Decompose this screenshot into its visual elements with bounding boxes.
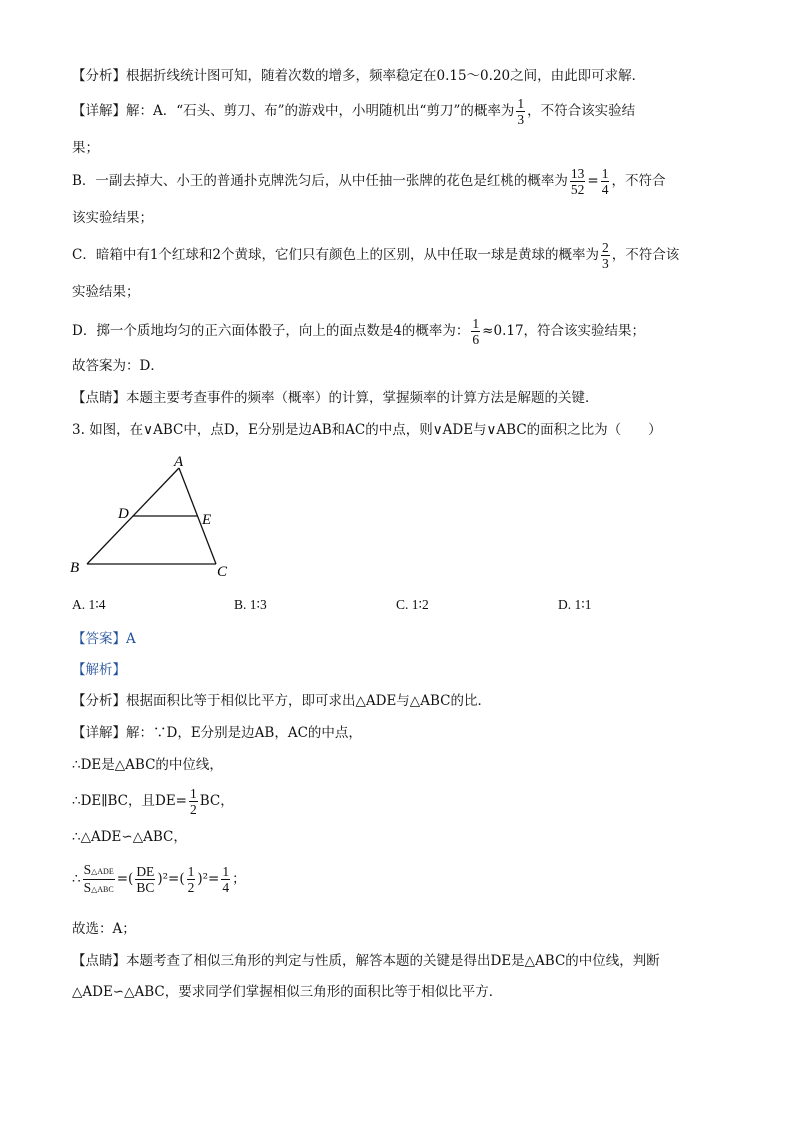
- solution-fenxi: 【分析】根据面积比等于相似比平方，即可求出△ADE与△ABC的比．: [72, 693, 491, 709]
- option-a[interactable]: A. 1∶4: [72, 597, 106, 612]
- detail-c-post: ，不符合该: [611, 247, 680, 263]
- label-e: E: [202, 512, 212, 528]
- jiexi-label: 【解析】: [72, 662, 126, 678]
- fraction-one-fourth: $\frac{1}{4}$: [601, 166, 609, 197]
- fraction-one-half: $\frac{1}{2}$: [190, 786, 197, 817]
- fraction-one-third: $\frac{1}{3}$: [517, 96, 525, 127]
- solution-dianjing-2: △ADE∽△ABC，要求同学们掌握相似三角形的面积比等于相似比平方．: [72, 984, 503, 1000]
- equals-sign: =: [587, 173, 599, 189]
- step4-p3: )²=: [197, 871, 220, 887]
- question-text: 如图，在∨ABC中，点D，E分别是边AB和AC的中点，则∨ADE与∨ABC的面积之比为（ ）: [89, 422, 662, 438]
- detail-d: [72, 316, 645, 347]
- detail-a-text: 【详解】解：A．“石头、剪刀、布”的游戏中，小明随机出“剪刀”的概率为: [72, 103, 515, 119]
- detail-b-cont: 该实验结果；: [72, 210, 153, 226]
- option-d[interactable]: D. 1∶1: [558, 597, 592, 612]
- solution-guxuan: 故选：A；: [72, 921, 136, 937]
- option-b[interactable]: B. 1∶3: [234, 597, 267, 612]
- therefore-sign: ∴: [72, 871, 81, 887]
- question-3: [72, 420, 662, 440]
- dianjing-1: 【点睛】本题主要考查事件的频率（概率）的计算，掌握频率的计算方法是解题的关键．: [72, 390, 599, 406]
- detail-c-cont: 实验结果；: [72, 284, 140, 300]
- fraction-two-thirds: $\frac{2}{3}$: [602, 240, 609, 271]
- solution-dianjing-1: 【点睛】本题考查了相似三角形的判定与性质，解答本题的关键是得出DE是△ABC的中位线，判断: [72, 953, 660, 969]
- step4-p2: )²=(: [157, 871, 185, 887]
- detail-d-text: D．掷一个质地均匀的正六面体骰子，向上的面点数是4的概率为：: [72, 323, 470, 339]
- triangle-figure: [64, 452, 244, 582]
- step4-eq1: =(: [116, 871, 134, 887]
- question-number: 3.: [72, 422, 85, 438]
- fraction-half-2: $\frac{1}{2}$: [187, 864, 195, 895]
- fraction-13-52: $\frac{13}{52}$: [570, 166, 585, 197]
- step2-text: ∴DE∥BC，且DE=: [72, 793, 187, 809]
- analysis-fenxi: 【分析】根据折线统计图可知，随着次数的增多，频率稳定在0.15～0.20之间，由此即可求解．: [72, 68, 646, 84]
- solution-step2: [72, 786, 234, 817]
- step4-end: ；: [232, 871, 246, 887]
- label-a: A: [174, 454, 184, 470]
- detail-a-cont: 果；: [72, 140, 99, 156]
- label-c: C: [217, 564, 228, 580]
- solution-step1: ∴DE是△ABC的中位线，: [72, 757, 223, 773]
- solution-step3: ∴△ADE∽△ABC，: [72, 829, 187, 845]
- solution-xiangjie: 【详解】解：∵D，E分别是边AB，AC的中点，: [72, 725, 362, 741]
- detail-a: [72, 96, 635, 127]
- step2-post: BC，: [199, 793, 234, 809]
- fraction-one-sixth: $\frac{1}{6}$: [472, 316, 480, 347]
- answer-line: 故答案为：D．: [72, 358, 164, 374]
- detail-a-text-post: ，不符合该实验结: [527, 103, 636, 119]
- option-c[interactable]: C. 1∶2: [396, 597, 429, 612]
- fraction-area-ratio: $\frac{\text{S△ADE}}{\text{S△ABC}}$: [83, 862, 114, 895]
- label-d: D: [118, 506, 129, 522]
- detail-b-post: ，不符合: [611, 173, 666, 189]
- solution-step4: [72, 862, 246, 897]
- fraction-quarter-2: $\frac{1}{4}$: [222, 864, 230, 895]
- detail-d-post: ≈0.17，符合该实验结果；: [482, 323, 646, 339]
- answer-label: 【答案】A: [72, 631, 136, 647]
- label-b: B: [70, 560, 80, 576]
- fraction-de-bc: $\frac{DE}{BC}$: [136, 864, 155, 895]
- detail-c: [72, 240, 679, 271]
- detail-b: [72, 166, 665, 197]
- detail-c-text: C．暗箱中有1个红球和2个黄球，它们只有颜色上的区别，从中任取一球是黄球的概率为: [72, 247, 600, 263]
- detail-b-text: B．一副去掉大、小王的普通扑克牌洗匀后，从中任抽一张牌的花色是红桃的概率为: [72, 173, 568, 189]
